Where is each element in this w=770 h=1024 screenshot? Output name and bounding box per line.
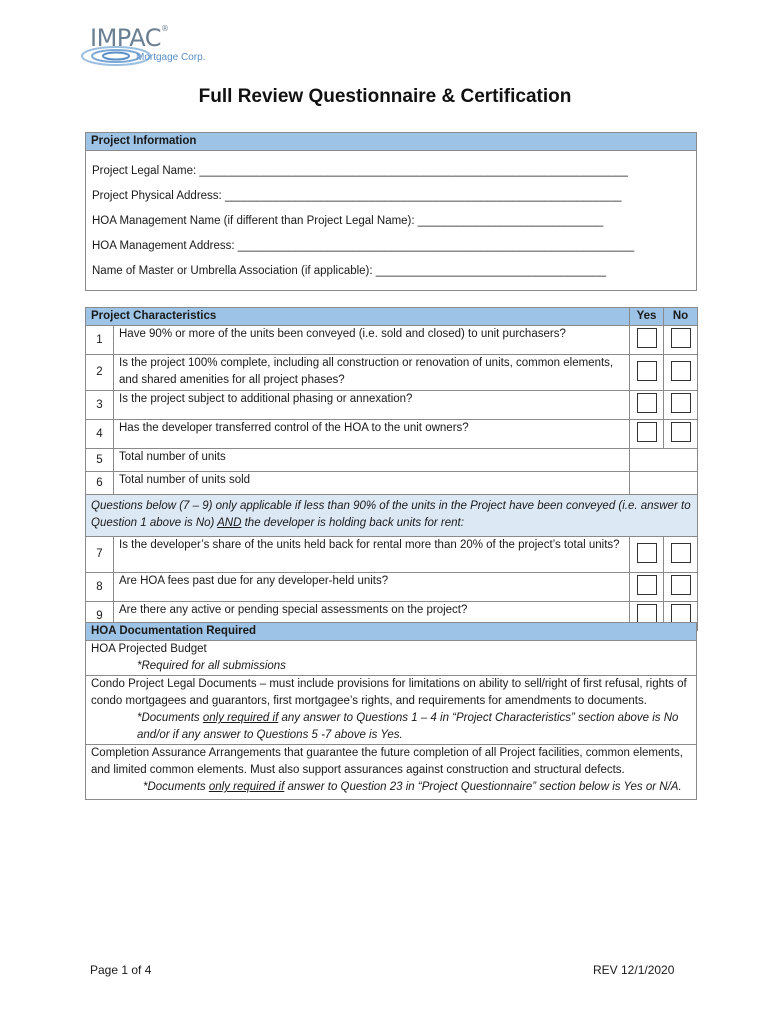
logo-registered: ® <box>160 24 169 33</box>
field-project-physical-address[interactable]: Project Physical Address: ______________________________________________________________ <box>92 190 622 202</box>
q1-no-checkbox[interactable] <box>671 328 691 348</box>
doc-item-text: Condo Project Legal Documents – must include provisions for limitations on ability to sell/right of first refusal, rights of condo mortgagees and guarantors, first mortgagee’s rights, and requirements for amendments to documents. <box>91 678 687 707</box>
doc-item-note: *Documents only required if answer to Question 23 in “Project Questionnaire” section below is Yes or N/A. <box>143 781 682 793</box>
table-row <box>86 326 698 355</box>
q7-yes-checkbox[interactable] <box>637 543 657 563</box>
field-hoa-management-name[interactable]: HOA Management Name (if different than Project Legal Name): _____________________________ <box>92 215 604 227</box>
q4-yes-checkbox[interactable] <box>637 422 657 442</box>
logo-subtitle: Mortgage Corp. <box>136 52 206 63</box>
doc-item-budget <box>86 641 697 676</box>
revision-date: REV 12/1/2020 <box>593 963 675 977</box>
logo-name: IMPAC <box>90 24 161 52</box>
project-info-table <box>85 132 697 291</box>
conditional-note: Questions below (7 – 9) only applicable if less than 90% of the units in the Project have been conveyed (i.e. answer to Question 1 above is No) AND the developer is holding back units for rent: <box>86 495 698 537</box>
q9-yes-checkbox[interactable] <box>637 604 657 624</box>
q7-no-checkbox[interactable] <box>671 543 691 563</box>
doc-item-note: *Required for all submissions <box>137 660 286 672</box>
q2-no-checkbox[interactable] <box>671 361 691 381</box>
doc-item-text: Completion Assurance Arrangements that guarantee the future completion of all Project facilities, common elements, and limited common elements. Must also support assurances against construction and structural defects. <box>91 747 683 776</box>
table-row <box>86 449 698 472</box>
q3-no-checkbox[interactable] <box>671 393 691 413</box>
table-row <box>86 420 698 449</box>
table-row <box>86 355 698 391</box>
documentation-header: HOA Documentation Required <box>86 623 697 641</box>
question-text: Have 90% or more of the units been conveyed (i.e. sold and closed) to unit purchasers? <box>114 326 630 355</box>
question-text: Is the developer’s share of the units held back for rental more than 20% of the project’s total units? <box>114 537 630 573</box>
question-text: Are there any active or pending special assessments on the project? <box>114 602 630 631</box>
row-number: 3 <box>86 391 114 420</box>
q8-yes-checkbox[interactable] <box>637 575 657 595</box>
question-text: Are HOA fees past due for any developer-held units? <box>114 573 630 602</box>
row-number: 4 <box>86 420 114 449</box>
hoa-documentation-table <box>85 622 697 800</box>
doc-item-completion-assurance <box>86 745 697 800</box>
field-project-legal-name[interactable]: Project Legal Name: ___________________________________________________________________ <box>92 165 628 177</box>
field-master-association[interactable]: Name of Master or Umbrella Association (if applicable): ____________________________________ <box>92 265 607 277</box>
q1-yes-checkbox[interactable] <box>637 328 657 348</box>
table-row <box>86 472 698 495</box>
question-text: Total number of units <box>114 449 630 472</box>
row-number: 1 <box>86 326 114 355</box>
row-number: 5 <box>86 449 114 472</box>
q8-no-checkbox[interactable] <box>671 575 691 595</box>
row-number: 9 <box>86 602 114 631</box>
page-number: Page 1 of 4 <box>90 963 152 977</box>
no-column-header: No <box>664 308 698 326</box>
doc-item-note: *Documents only required if any answer to Questions 1 – 4 in “Project Characteristics” section above is No and/or if any answer to Questions 5 -7 above is Yes. <box>137 712 679 741</box>
table-row <box>86 573 698 602</box>
yes-column-header: Yes <box>630 308 664 326</box>
doc-item-legal-documents <box>86 676 697 745</box>
project-characteristics-table <box>85 307 698 631</box>
field-hoa-management-address[interactable]: HOA Management Address: ______________________________________________________________ <box>92 240 635 252</box>
total-units-input[interactable] <box>630 449 698 472</box>
project-info-header: Project Information <box>86 133 697 151</box>
row-number: 6 <box>86 472 114 495</box>
question-text: Is the project subject to additional phasing or annexation? <box>114 391 630 420</box>
row-number: 7 <box>86 537 114 573</box>
page-title: Full Review Questionnaire & Certification <box>198 86 572 107</box>
company-logo <box>78 22 218 72</box>
table-row <box>86 537 698 573</box>
q2-yes-checkbox[interactable] <box>637 361 657 381</box>
characteristics-header: Project Characteristics <box>86 308 630 326</box>
q9-no-checkbox[interactable] <box>671 604 691 624</box>
question-text: Total number of units sold <box>114 472 630 495</box>
q3-yes-checkbox[interactable] <box>637 393 657 413</box>
row-number: 2 <box>86 355 114 391</box>
question-text: Has the developer transferred control of the HOA to the unit owners? <box>114 420 630 449</box>
table-row <box>86 391 698 420</box>
q4-no-checkbox[interactable] <box>671 422 691 442</box>
units-sold-input[interactable] <box>630 472 698 495</box>
row-number: 8 <box>86 573 114 602</box>
question-text: Is the project 100% complete, including all construction or renovation of units, common elements, and shared amenities for all project phases? <box>114 355 630 391</box>
doc-item-title: HOA Projected Budget <box>91 643 207 655</box>
